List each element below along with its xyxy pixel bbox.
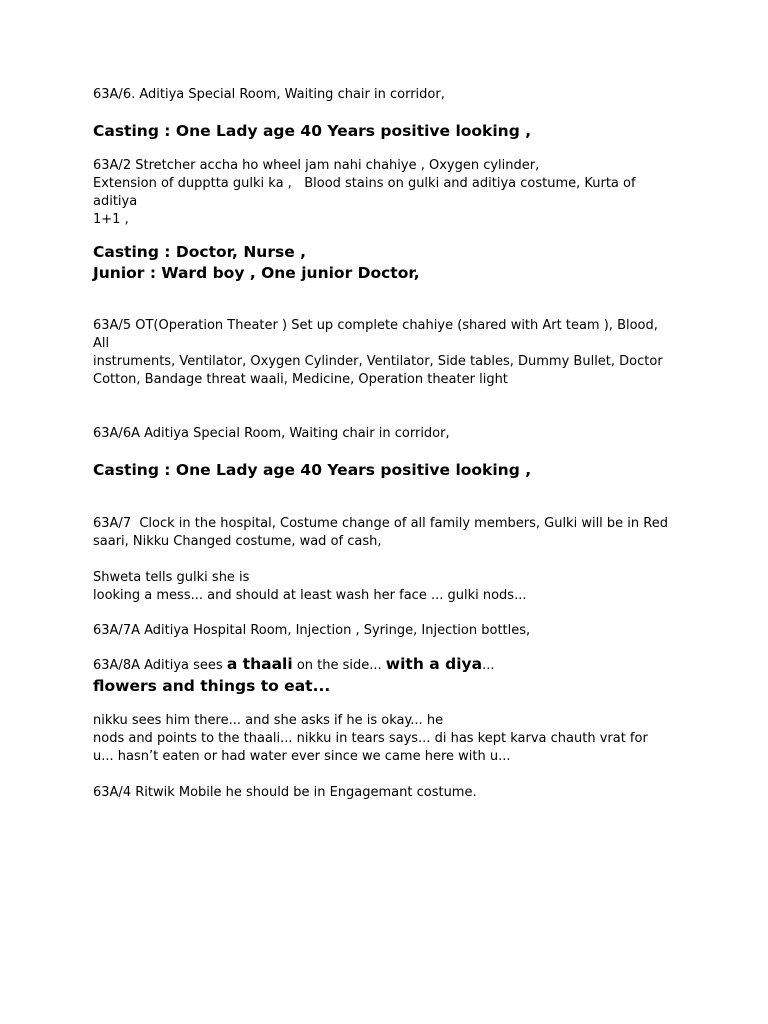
dialogue-shweta-line-1: Shweta tells gulki she is	[93, 570, 250, 585]
spacer	[93, 551, 673, 569]
spacer	[93, 284, 673, 317]
scene-63a-4: 63A/4 Ritwik Mobile he should be in Engagemant costume.	[93, 785, 477, 800]
spacer	[93, 605, 673, 622]
scene-63a-7a: 63A/7A Aditiya Hospital Room, Injection , Syringe, Injection bottles,	[93, 623, 531, 638]
casting-line-2: Casting : One Lady age 40 Years positive looking ,	[93, 461, 532, 479]
scene-63a-8a-line-2: flowers and things to eat...	[93, 677, 331, 695]
dialogue-shweta-line-2: looking a mess... and should at least wash her face ... gulki nods...	[93, 588, 527, 603]
text-run-bold: a thaali	[226, 655, 293, 673]
text-run: 63A/8A Aditiya sees	[93, 658, 227, 673]
scene-63a-2-line-2: Extension of dupptta gulki ka , Blood stains on gulki and aditiya costume, Kurta of aditiya	[93, 176, 640, 209]
scene-63a-7-line-2: saari, Nikku Changed costume, wad of cash,	[93, 534, 382, 549]
scene-63a-5-line-2: instruments, Ventilator, Oxygen Cylinder, Ventilator, Side tables, Dummy Bullet, Doctor	[93, 354, 663, 369]
text-run-bold: with a diya	[385, 655, 483, 673]
scene-63a-5-line-1: 63A/5 OT(Operation Theater ) Set up complete chahiye (shared with Art team ), Blood, All	[93, 318, 663, 351]
document-page	[93, 86, 673, 802]
spacer	[93, 640, 673, 654]
text-run: on the side...	[292, 658, 386, 673]
spacer	[93, 142, 673, 157]
casting-line: Casting : One Lady age 40 Years positive looking ,	[93, 122, 532, 140]
scene-63a-2-line-3: 1+1 ,	[93, 212, 129, 227]
casting-doctor-nurse: Casting : Doctor, Nurse ,	[93, 243, 306, 261]
scene-63a-6: 63A/6. Aditiya Special Room, Waiting chair in corridor,	[93, 87, 445, 102]
spacer	[93, 389, 673, 425]
junior-casting: Junior : Ward boy , One junior Doctor,	[93, 264, 420, 282]
dialogue-nikku-line-1: nikku sees him there... and she asks if he is okay... he	[93, 713, 444, 728]
text-run: ...	[482, 658, 495, 673]
scene-63a-2-line-1: 63A/2 Stretcher accha ho wheel jam nahi chahiye , Oxygen cylinder,	[93, 158, 540, 173]
scene-63a-5-line-3: Cotton, Bandage threat waali, Medicine, Operation theater light	[93, 372, 508, 387]
spacer	[93, 229, 673, 242]
spacer	[93, 104, 673, 121]
scene-63a-8a-line-1	[93, 654, 673, 676]
spacer	[93, 443, 673, 460]
dialogue-nikku-line-3: u... hasn’t eaten or had water ever since we came here with u...	[93, 749, 511, 764]
scene-63a-6a: 63A/6A Aditiya Special Room, Waiting chair in corridor,	[93, 426, 450, 441]
dialogue-nikku-line-2: nods and points to the thaali... nikku in tears says... di has kept karva chauth vrat for	[93, 731, 648, 746]
scene-63a-7-line-1: 63A/7 Clock in the hospital, Costume change of all family members, Gulki will be in Red	[93, 516, 668, 531]
spacer	[93, 697, 673, 712]
spacer	[93, 481, 673, 515]
spacer	[93, 766, 673, 784]
